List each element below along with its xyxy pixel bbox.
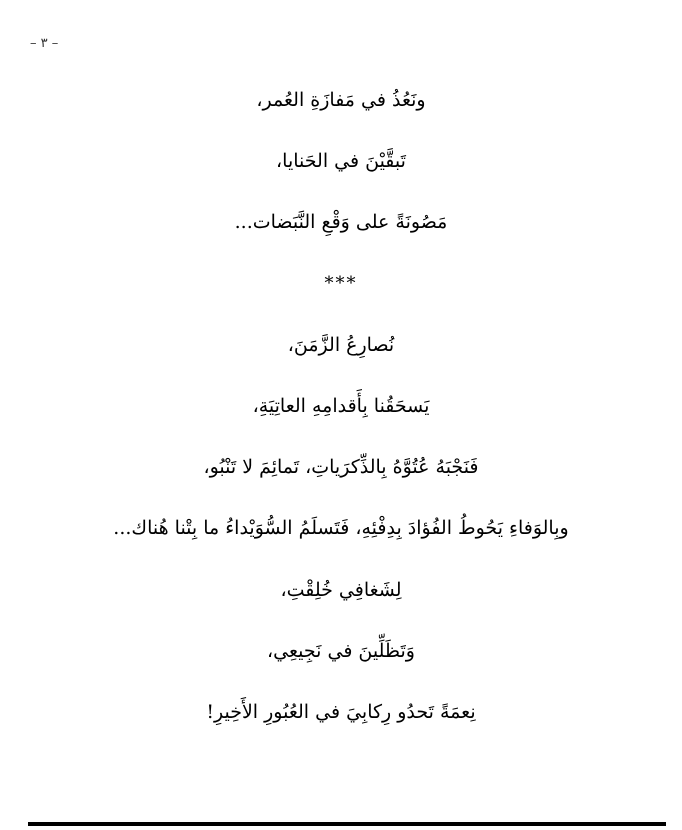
bottom-rule — [28, 822, 666, 826]
poem-line: تَبقَّيْنَ في الحَنايا، — [276, 150, 406, 173]
poem-line: وَتَظَلِّينَ في نَجِيعِي، — [267, 639, 415, 662]
poem-line: وبِالوَفاءِ يَحُوطُ الفُؤادَ بِدِفْئِهِ، فَتَسلَمُ السُّوَيْداءُ ما بِتْنا هُناك... — [113, 517, 569, 540]
poem-line: نُصارِعُ الزَّمَنَ، — [287, 333, 395, 356]
poem-line: نِعمَةً تَحدُو رِكابِيَ في العُبُورِ الأَخِيرِ! — [206, 700, 476, 723]
stanza-separator: *** — [324, 272, 358, 294]
page-number: – ٣ – — [30, 36, 59, 51]
poem-body — [0, 80, 682, 753]
poem-line: لِشَغافِي خُلِقْتِ، — [280, 578, 402, 601]
poem-line: ونَعُذُ في مَفازَةِ العُمر، — [256, 89, 426, 111]
poem-line: مَصُونَةً على وَقْعِ النَّبَضات... — [234, 211, 448, 234]
poem-line: فَنَجْبَهُ عُتُوَّهُ بِالذِّكرَياتِ، تَمائِمَ لا تَنْبُو، — [203, 456, 479, 479]
poem-line: يَسحَقُنا بِأَقدامِهِ العاتِيَةِ، — [252, 394, 430, 417]
